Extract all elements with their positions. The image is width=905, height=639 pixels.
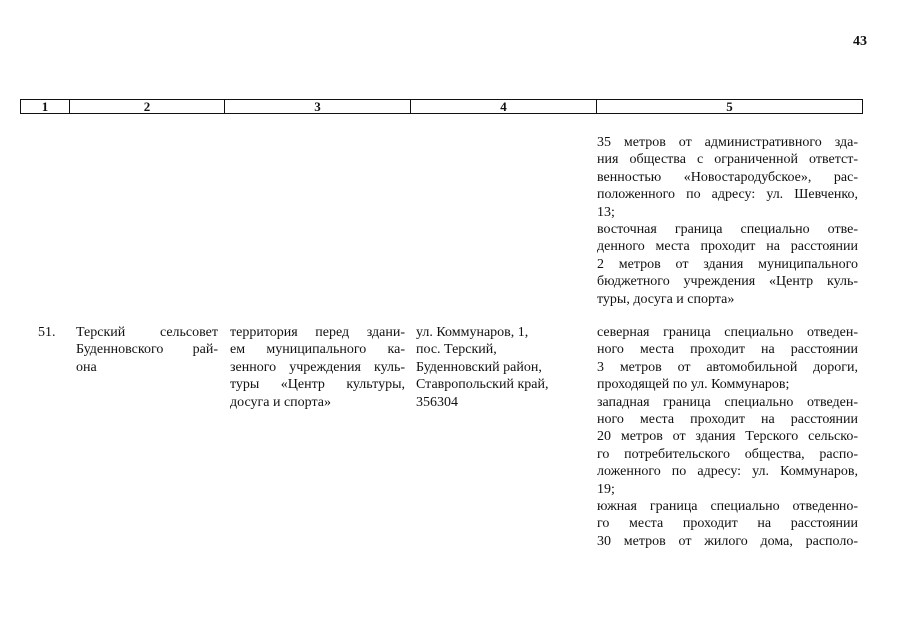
text-line: туры, досуга и спорта» (597, 291, 735, 307)
row-51-number: 51. (38, 325, 56, 340)
text-line: го места проходит на расстоянии (597, 516, 858, 532)
text-line: ния общества с ограниченной ответст- (597, 152, 858, 168)
text-line: 3 метров от автомобильной дороги, (597, 359, 858, 375)
text-line: 19; (597, 481, 615, 497)
text-line: восточная граница специально отве- (597, 222, 858, 238)
text-line: Ставропольский край, (416, 377, 549, 393)
text-line: бюджетного учреждения «Центр куль- (597, 274, 858, 290)
text-line: ем муниципального ка- (230, 342, 405, 358)
text-line: северная граница специально отведен- (597, 325, 858, 340)
text-line: она (76, 359, 97, 375)
header-cell-2: 2 (70, 100, 225, 113)
text-line: положенного по адресу: ул. Шевченко, (597, 187, 858, 203)
text-line: территория перед здани- (230, 325, 405, 340)
continuation-col5 (597, 134, 858, 308)
text-line: Буденновского рай- (76, 342, 218, 358)
text-line: 13; (597, 204, 615, 220)
text-line: ного места проходит на расстоянии (597, 342, 858, 358)
text-line: проходящей по ул. Коммунаров; (597, 377, 790, 393)
header-cell-4: 4 (411, 100, 597, 113)
header-cell-3: 3 (225, 100, 411, 113)
header-cell-1: 1 (21, 100, 70, 113)
text-line: южная граница специально отведенно- (597, 499, 858, 515)
text-line: ул. Коммунаров, 1, (416, 325, 529, 340)
text-line: западная граница специально отведен- (597, 394, 858, 410)
text-line: туры «Центр культуры, (230, 377, 405, 393)
text-line: Буденновский район, (416, 359, 542, 375)
text-line: 356304 (416, 394, 458, 410)
text-line: ного места проходит на расстоянии (597, 412, 858, 428)
row-51-settlement (76, 324, 218, 376)
row-51-boundaries (597, 324, 858, 550)
header-cell-5: 5 (726, 99, 733, 114)
text-line: венностью «Новостародубское», рас- (597, 169, 858, 185)
text-line: 2 метров от здания муниципального (597, 256, 858, 272)
text-line: Терский сельсовет (76, 325, 218, 340)
text-line: го потребительского общества, распо- (597, 446, 858, 462)
text-line: пос. Терский, (416, 342, 497, 358)
text-line: 30 метров от жилого дома, располо- (597, 533, 858, 549)
text-line: зенного учреждения куль- (230, 359, 405, 375)
text-line: 35 метров от административного зда- (597, 135, 858, 150)
text-line: ложенного по адресу: ул. Коммунаров, (597, 464, 858, 480)
row-51-address (416, 324, 586, 411)
page-number: 43 (853, 34, 867, 49)
row-51-location (230, 324, 405, 411)
text-line: досуга и спорта» (230, 394, 331, 410)
text-line: 20 метров от здания Терского сельско- (597, 429, 858, 445)
text-line: денного места проходит на расстоянии (597, 239, 858, 255)
table-header-row (20, 99, 863, 114)
